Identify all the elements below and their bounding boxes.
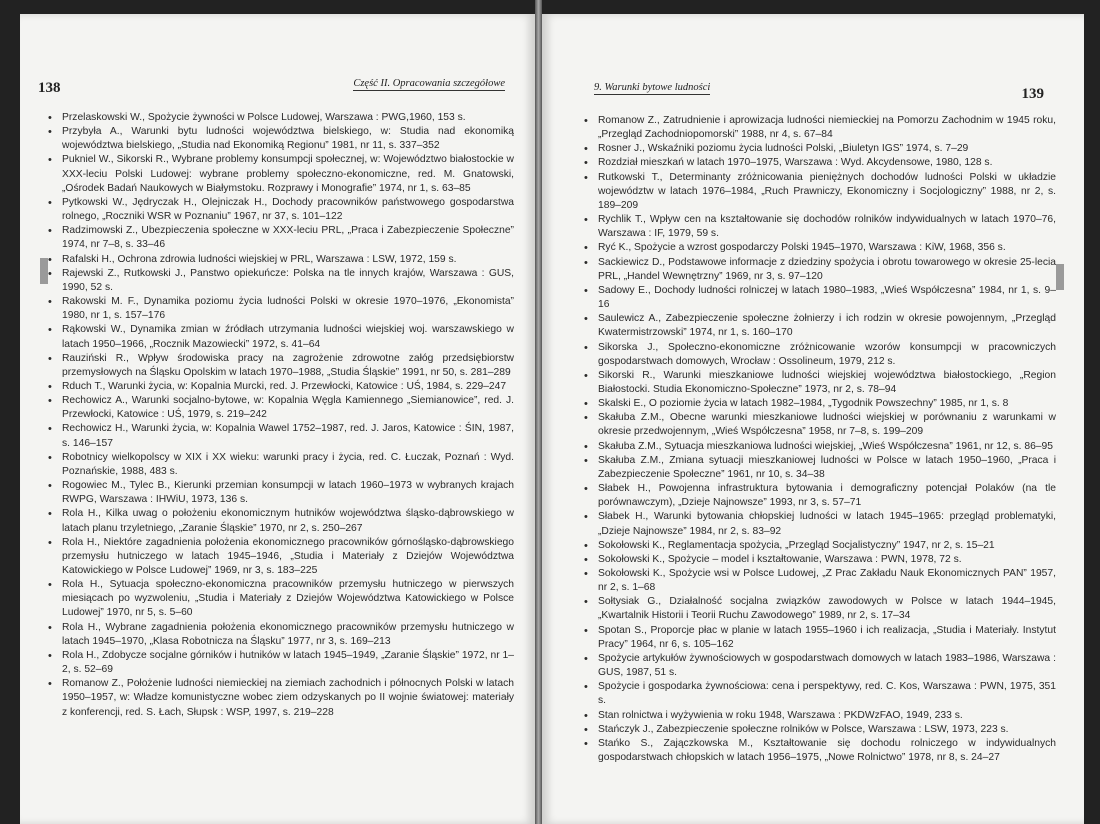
bibliography-entry: • Sokołowski K., Spożycie wsi w Polsce Ludowej, „Z Prac Zakładu Nauk Ekonomicznych PAN” 1957, nr 2, s. 1–68 bbox=[582, 567, 1056, 595]
bibliography-entry: • Rozdział mieszkań w latach 1970–1975, Warszawa : Wyd. Akcydensowe, 1980, 128 s. bbox=[582, 156, 1056, 170]
page-number: 139 bbox=[1021, 86, 1044, 102]
bibliography-entry: • Skałuba Z.M., Sytuacja mieszkaniowa ludności wiejskiej, „Wieś Współczesna” 1961, nr 12, s. 86–95 bbox=[582, 440, 1056, 454]
bibliography-entry: • Ryć K., Spożycie a wzrost gospodarczy Polski 1945–1970, Warszawa : KiW, 1968, 356 s. bbox=[582, 241, 1056, 255]
bibliography-entry: • Rafalski H., Ochrona zdrowia ludności wiejskiej w PRL, Warszawa : LSW, 1972, 159 s. bbox=[46, 253, 514, 267]
bibliography-entry: • Słabek H., Warunki bytowania chłopskiej ludności w latach 1945–1965: przegląd problematyki, „Dzieje Najnowsze” 1984, nr 2, s. 83–92 bbox=[582, 510, 1056, 538]
bibliography-entry: • Rola H., Zdobycze socjalne górników i hutników w latach 1945–1949, „Zaranie Śląskie” 1972, nr 1–2, s. 52–69 bbox=[46, 649, 514, 677]
bibliography-entry: • Rola H., Wybrane zagadnienia położenia ekonomicznego pracowników przemysłu hutniczego w latach 1945–1970, „Klasa Robotnicza na Śląsku” 1977, nr 3, s. 169–213 bbox=[46, 621, 514, 649]
bibliography-entry: • Robotnicy wielkopolscy w XIX i XX wieku: warunki pracy i życia, red. C. Łuczak, Poznań : Wyd. Poznańskie, 1988, 483 s. bbox=[46, 451, 514, 479]
bibliography-entry: • Rola H., Kilka uwag o położeniu ekonomicznym hutników województwa śląsko-dąbrowskiego w latach planu trzyletniego, „Zaranie Śląskie” 1970, nr 2, s. 250–267 bbox=[46, 507, 514, 535]
bibliography-entry: • Sołtysiak G., Działalność socjalna związków zawodowych w Polsce w latach 1944–1945, „Kwartalnik Historii i Teorii Ruchu Zawodowego” 1989, nr 2, s. 17–34 bbox=[582, 595, 1056, 623]
bibliography-entry: • Rduch T., Warunki życia, w: Kopalnia Murcki, red. J. Przewłocki, Katowice : UŚ, 1984, s. 229–247 bbox=[46, 380, 514, 394]
right-page bbox=[542, 14, 1084, 824]
bibliography-entry: • Rola H., Sytuacja społeczno-ekonomiczna pracowników przemysłu hutniczego w pierwszych miesiącach po wyzwoleniu, „Studia i Materiały z Dziejów Województwa Katowickiego w Polsce Ludowej” 1970, nr 5, s. 5–60 bbox=[46, 578, 514, 620]
left-page bbox=[20, 14, 535, 824]
bibliography-entry: • Spożycie i gospodarka żywnościowa: cena i perspektywy, red. C. Kos, Warszawa : PWN, 1975, 351 s. bbox=[582, 680, 1056, 708]
bibliography-entry: • Rakowski M. F., Dynamika poziomu życia ludności Polski w okresie 1970–1976, „Ekonomista” 1980, nr 1, s. 157–176 bbox=[46, 295, 514, 323]
bibliography-entry: • Stan rolnictwa i wyżywienia w roku 1948, Warszawa : PKDWzFAO, 1949, 233 s. bbox=[582, 709, 1056, 723]
bibliography-entry: • Stańczyk J., Zabezpieczenie społeczne rolników w Polsce, Warszawa : LSW, 1973, 223 s. bbox=[582, 723, 1056, 737]
bibliography-entry: • Sackiewicz D., Podstawowe informacje z dziedziny spożycia i obrotu towarowego w okresie 25-lecia PRL, „Handel Wewnętrzny” 1969, nr 3, s. 97–120 bbox=[582, 256, 1056, 284]
bibliography-list bbox=[46, 111, 514, 720]
bibliography-entry: • Rola H., Niektóre zagadnienia położenia ekonomicznego pracowników górnośląsko-dąbrowskiego przemysłu hutniczego w latach 1945–1946, „Studia i Materiały z Dziejów Województwa Katowickiego w Polsce Ludowej” 1969, nr 3, s. 183–225 bbox=[46, 536, 514, 578]
book-spine bbox=[535, 0, 542, 824]
bibliography-entry: • Przelaskowski W., Spożycie żywności w Polsce Ludowej, Warszawa : PWG,1960, 153 s. bbox=[46, 111, 514, 125]
bibliography-entry: • Pukniel W., Sikorski R., Wybrane problemy konsumpcji społecznej, w: Województwo białostockie w XXX-leciu Polski Ludowej: wybrane problemy społeczno-ekonomiczne, red. M. Gnatowski, „Ośrodek Badań Naukowych w Białymstoku. Rozprawy i Monografie” 1974, nr 1, s. 63–85 bbox=[46, 153, 514, 195]
bibliography-entry: • Pytkowski W., Jędryczak H., Olejniczak H., Dochody pracowników państwowego gospodarstwa rolnego, „Roczniki WSR w Poznaniu” 1967, nr 37, s. 101–122 bbox=[46, 196, 514, 224]
bibliography-entry: • Skalski E., O poziomie życia w latach 1982–1984, „Tygodnik Powszechny” 1985, nr 1, s. 8 bbox=[582, 397, 1056, 411]
bibliography-entry: • Sikorski R., Warunki mieszkaniowe ludności wiejskiej województwa białostockiego, „Region Białostocki. Studia Ekonomiczno-Społeczne” 1973, nr 2, s. 78–94 bbox=[582, 369, 1056, 397]
bibliography-entry: • Skałuba Z.M., Obecne warunki mieszkaniowe ludności wiejskiej w porównaniu z warunkami w okresie przedwojennym, „Wieś Współczesna” 1958, nr 7–8, s. 199–209 bbox=[582, 411, 1056, 439]
bibliography-entry: • Spotan S., Proporcje płac w planie w latach 1955–1960 i ich realizacja, „Studia i Materiały. Instytut Pracy” 1964, nr 6, s. 105–162 bbox=[582, 624, 1056, 652]
bibliography-entry: • Sikorska J., Społeczno-ekonomiczne zróżnicowanie wzorów konsumpcji w pracowniczych gospodarstwach domowych, Wrocław : Ossolineum, 1979, 212 s. bbox=[582, 341, 1056, 369]
bibliography-entry: • Sokołowski K., Spożycie – model i kształtowanie, Warszawa : PWN, 1978, 72 s. bbox=[582, 553, 1056, 567]
bibliography-entry: • Sokołowski K., Reglamentacja spożycia, „Przegląd Socjalistyczny” 1947, nr 2, s. 15–21 bbox=[582, 539, 1056, 553]
bibliography-entry: • Rutkowski T., Determinanty zróżnicowania pieniężnych dochodów ludności Polski w układzie województw w latach 1976–1984, „Ruch Prawniczy, Ekonomiczny i Socjologiczny” 1988, nr 2, s. 189–209 bbox=[582, 171, 1056, 213]
bibliography-entry: • Skałuba Z.M., Zmiana sytuacji mieszkaniowej ludności w Polsce w latach 1950–1960, „Praca i Zabezpieczenie Społeczne” 1961, nr 10, s. 34–38 bbox=[582, 454, 1056, 482]
thumb-tab-marker bbox=[1056, 264, 1064, 290]
running-head: 9. Warunki bytowe ludności bbox=[594, 82, 711, 93]
bibliography-entry: • Przybyła A., Warunki bytu ludności województwa bielskiego, w: Studia nad ekonomiką województwa bielskiego, „Studia nad Ekonomiką Regionu” 1981, nr 11, s. 337–352 bbox=[46, 125, 514, 153]
bibliography-entry: • Rechowicz A., Warunki socjalno-bytowe, w: Kopalnia Węgla Kamiennego „Siemianowice”, red. J. Przewłocki, Katowice : UŚ, 1979, s. 219–242 bbox=[46, 394, 514, 422]
page-number: 138 bbox=[38, 80, 61, 96]
bibliography-entry: • Sadowy E., Dochody ludności rolniczej w latach 1980–1983, „Wieś Współczesna” 1984, nr 1, s. 9–16 bbox=[582, 284, 1056, 312]
bibliography-entry: • Rogowiec M., Tylec B., Kierunki przemian konsumpcji w latach 1960–1973 w wybranych krajach RWPG, Warszawa : IHWiU, 1973, 136 s. bbox=[46, 479, 514, 507]
bibliography-entry: • Spożycie artykułów żywnościowych w gospodarstwach domowych w latach 1983–1986, Warszawa : GUS, 1987, 51 s. bbox=[582, 652, 1056, 680]
bibliography-entry: • Rychlik T., Wpływ cen na kształtowanie się dochodów rolników indywidualnych w latach 1970–76, Warszawa : IF, 1979, 59 s. bbox=[582, 213, 1056, 241]
bibliography-list bbox=[582, 114, 1056, 765]
bibliography-entry: • Radzimowski Z., Ubezpieczenia społeczne w XXX-leciu PRL, „Praca i Zabezpieczenie Społeczne” 1974, nr 7–8, s. 33–46 bbox=[46, 224, 514, 252]
bibliography-entry: • Rajewski Z., Rutkowski J., Panstwo opiekuńcze: Polska na tle innych krajów, Warszawa : GUS, 1990, 52 s. bbox=[46, 267, 514, 295]
bibliography-entry: • Rąkowski W., Dynamika zmian w źródłach utrzymania ludności wiejskiej woj. warszawskiego w latach 1950–1966, „Rocznik Mazowiecki” 1972, s. 41–64 bbox=[46, 323, 514, 351]
bibliography-entry: • Stańko S., Zajączkowska M., Kształtowanie się dochodu rolniczego w indywidualnych gospodarstwach chłopskich w latach 1956–1975, „Nowe Rolnictwo” 1978, nr 8, s. 24–27 bbox=[582, 737, 1056, 765]
bibliography-entry: • Romanow Z., Zatrudnienie i aprowizacja ludności niemieckiej na Pomorzu Zachodnim w 1945 roku, „Przegląd Zachodniopomorski” 1988, nr 4, s. 67–84 bbox=[582, 114, 1056, 142]
bibliography-entry: • Słabek H., Powojenna infrastruktura bytowania i demograficzny potencjał Polaków (na tle porównawczym), „Dzieje Najnowsze” 1993, nr 3, s. 57–71 bbox=[582, 482, 1056, 510]
bibliography-entry: • Saulewicz A., Zabezpieczenie społeczne żołnierzy i ich rodzin w okresie powojennym, „Przegląd Kwatermistrzowski” 1974, nr 1, s. 160–170 bbox=[582, 312, 1056, 340]
bibliography-entry: • Romanow Z., Położenie ludności niemieckiej na ziemiach zachodnich i północnych Polski w latach 1950–1957, w: Władze komunistyczne wobec ziem odzyskanych po II wojnie światowej: materiały z konferencji, red. S. Łach, Słupsk : WSP, 1997, s. 219–228 bbox=[46, 677, 514, 719]
bibliography-entry: • Rechowicz H., Warunki życia, w: Kopalnia Wawel 1752–1987, red. J. Jaros, Katowice : ŚIN, 1987, s. 146–157 bbox=[46, 422, 514, 450]
running-head: Część II. Opracowania szczegółowe bbox=[353, 78, 505, 89]
bibliography-entry: • Rauziński R., Wpływ środowiska pracy na zagrożenie zdrowotne załóg przedsiębiorstw przemysłowych na Śląsku Opolskim w latach 1970–1988, „Studia Śląskie” 1991, nr 50, s. 281–289 bbox=[46, 352, 514, 380]
bibliography-entry: • Rosner J., Wskaźniki poziomu życia ludności Polski, „Biuletyn IGS” 1974, s. 7–29 bbox=[582, 142, 1056, 156]
